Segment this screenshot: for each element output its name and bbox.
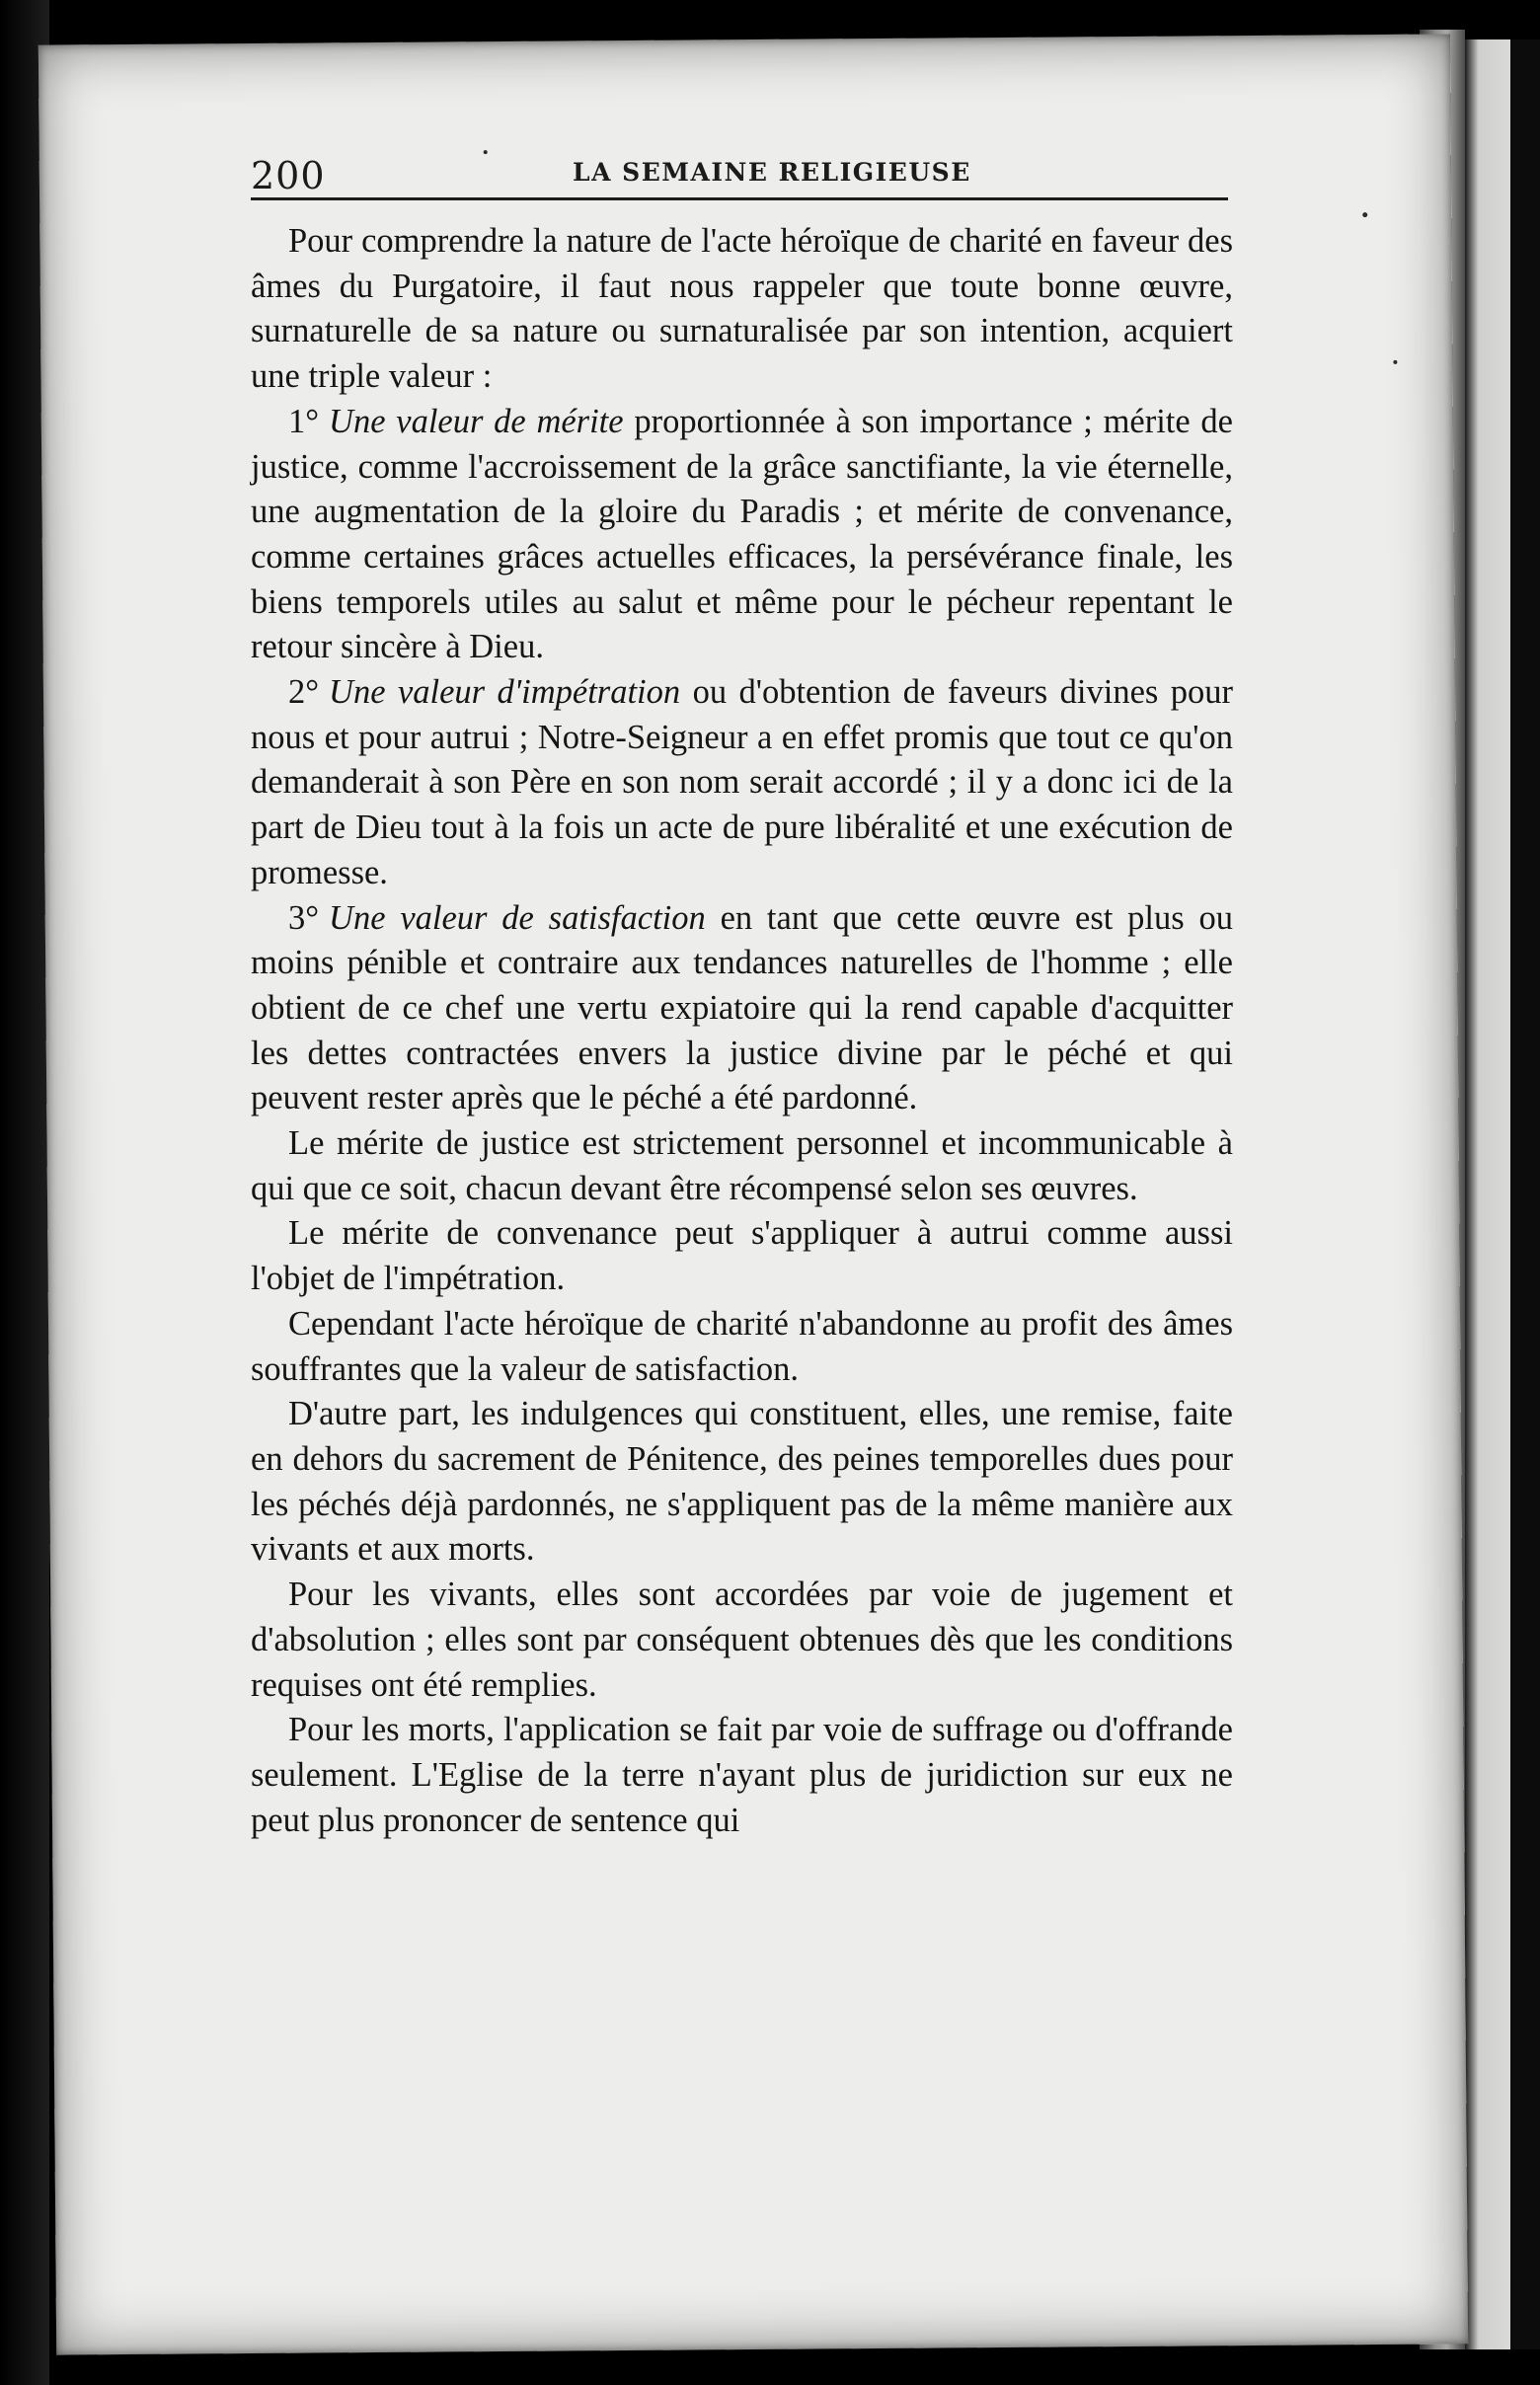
italic-term: Une valeur de mérite — [329, 402, 624, 440]
paragraph — [251, 1211, 1233, 1301]
paragraph-text: D'autre part, les indulgences qui constituent, elles, une remise, faite en dehors du sacrement de Pénitence, des peines temporelles dues pour les péchés déjà pardonnés, ne s'appliquent pas de la même manière aux vivants et aux morts. — [251, 1395, 1233, 1569]
paragraph-text: ou d'obtention de faveurs divines pour nous et pour autrui ; Notre-Seigneur a en effet promis que tout ce qu'on demanderait à son Père en son nom serait accordé ; il y a donc ici de la part de Dieu tout à la fois un acte de pure libéralité et une exécution de promesse. — [251, 673, 1233, 891]
scan-right-border — [1510, 39, 1540, 2349]
paragraph-text: en tant que cette œuvre est plus ou moins pénible et contraire aux tendances naturelles de l'homme ; elle obtient de ce chef une vertu expiatoire qui la rend capable d'acquitter les dettes contractées envers la justice divine par le péché et qui peuvent rester après que le péché a été pardonné. — [251, 898, 1233, 1117]
paragraph-text: Cependant l'acte héroïque de charité n'abandonne au profit des âmes souffrantes que la valeur de satisfaction. — [251, 1304, 1233, 1388]
paragraph — [251, 1121, 1233, 1211]
paragraph — [251, 1573, 1233, 1708]
italic-term: Une valeur d'impétration — [329, 673, 681, 712]
body-text — [251, 219, 1233, 1843]
paragraph-text: Pour les vivants, elles sont accordées par voie de jugement et d'absolution ; elles sont par conséquent obtenues dès que les conditions requises ont été remplies. — [251, 1576, 1233, 1704]
paragraph-text: Le mérite de convenance peut s'appliquer à autrui comme aussi l'objet de l'impétration. — [251, 1214, 1233, 1298]
paragraph-text: Le mérite de justice est strictement personnel et incommunicable à qui que ce soit, chacun devant être récompensé selon ses œuvres. — [251, 1124, 1233, 1207]
paragraph — [251, 1708, 1233, 1843]
page-header — [207, 148, 1234, 195]
paragraph — [251, 670, 1233, 896]
paragraph — [251, 1302, 1233, 1392]
paragraph-text: Pour les morts, l'application se fait par voie de suffrage ou d'offrande seulement. L'Eglise de la terre n'ayant plus de juridiction sur eux ne peut plus prononcer de sentence qui — [251, 1711, 1233, 1839]
paragraph — [251, 400, 1233, 670]
scan-speck — [1393, 360, 1397, 364]
enumeration-marker: 1° — [288, 402, 320, 440]
paragraph — [251, 1392, 1233, 1573]
paragraph-text: proportionnée à son importance ; mérite de justice, comme l'accroissement de la grâce sanctifiante, la vie éternelle, une augmentation de la gloire du Paradis ; et mérite de convenance, comme certaines grâces actuelles efficaces, la persévérance finale, les biens temporels utiles au salut et même pour le pécheur repentant le retour sincère à Dieu. — [251, 402, 1234, 666]
enumeration-marker: 2° — [288, 673, 320, 712]
header-rule — [251, 197, 1228, 200]
running-title: LA SEMAINE RELIGIEUSE — [573, 158, 971, 187]
paragraph — [251, 219, 1233, 400]
scan-speck — [1362, 212, 1367, 217]
enumeration-marker: 3° — [288, 898, 320, 937]
paragraph-text: Pour comprendre la nature de l'acte héroïque de charité en faveur des âmes du Purgatoire, il faut nous rappeler que toute bonne œuvre, surnaturelle de sa nature ou surnaturalisée par son intention, acquiert une triple valeur : — [251, 222, 1233, 396]
italic-term: Une valeur de satisfaction — [329, 898, 706, 937]
paragraph — [251, 896, 1233, 1122]
page-number: 200 — [251, 154, 326, 197]
